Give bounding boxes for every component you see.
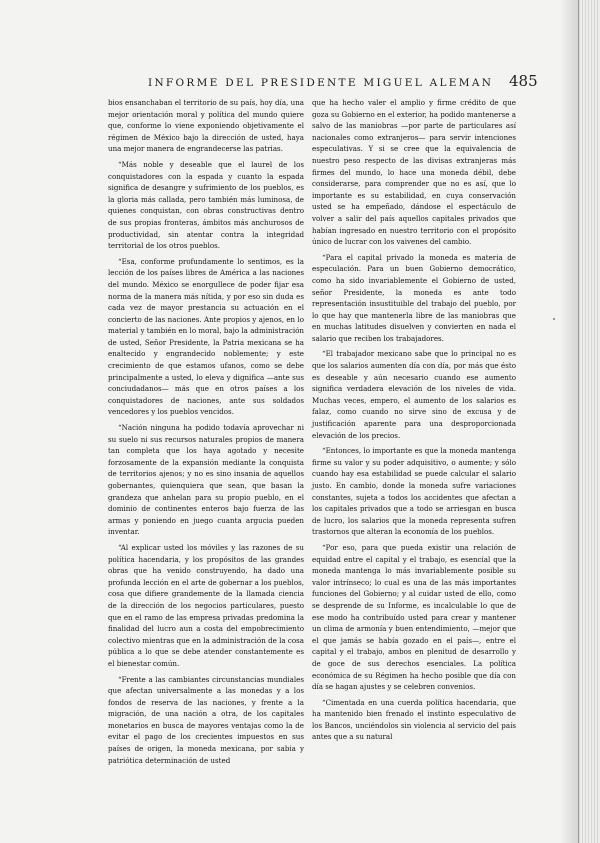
paragraph: “Nación ninguna ha podido todavía aprovechar ni su suelo ni sus recursos naturales propios de manera tan completa que los haya agotado y necesite forzosamente de la expansión mediante la conquista de territorios ajenos; y no es sino insania de aquellos gobernantes, quienquiera que sean, que basan la grandeza que anhelan para su propio pueblo, en el dominio de continentes enteros bajo fuerza de las armas y poniendo en juego cuanta argucia pueden inventar. <box>108 423 304 537</box>
right-column <box>312 97 516 747</box>
page-edge-shadow <box>560 0 578 843</box>
paragraph: “Por eso, para que pueda existir una relación de equidad entre el capital y el trabajo, es esencial que la moneda mantenga lo más invariablemente posible su valor intrínseco; lo cual es una de las más importantes funciones del Gobierno; y al cuidar usted de ello, como se desprende de su Informe, es incalculable lo que de ese modo ha contribuído usted para crear y mantener un clima de armonía y buen entendimiento, —mejor que el que jamás se había gozado en el país—, entre el capital y el trabajo, ambos en plenitud de desarrollo y de goce de sus derechos esenciales. La política económica de su Régimen ha hecho posible que día con día se hagan ajustes y se celebren convenios. <box>312 542 516 692</box>
paragraph: bios ensanchaban el territorio de su país, hoy día, una mejor orientación moral y política del mundo quiere que, conforme lo viene exponiendo objetivamente el régimen de México bajo la dirección de usted, haya una mejor manera de engrandecerse las patrias. <box>108 98 304 154</box>
paragraph: “Esa, conforme profundamente lo sentimos, es la lección de los países libres de América a las naciones del mundo. México se enorgullece de poder fijar esa norma de la manera más nítida, y por eso sin duda es cada vez de mayor prestancia su actuación en el concierto de las naciones. Ante propios y ajenos, en lo material y también en lo moral, bajo la administración de usted, Señor Presidente, la Patria mexicana se ha enaltecido y engrandecido noblemente; y este crecimiento de que estamos ufanos, como se debe principalmente a usted, lo eleva y dignifica —ante sus conciudadanos— más que en otros países a los conquistadores de naciones, ante sus soldados vencedores y los pueblos vencidos. <box>108 256 304 417</box>
paragraph: “Entonces, lo importante es que la moneda mantenga firme su valor y su poder adquisitivo, o aumente; y sólo cuando hay esa estabilidad se puede calcular el salario justo. En cambio, donde la moneda sufre variaciones constantes, sujeta a todos los accidentes que afectan a los capitales privados que a todo se arriesgan en busca de lucro, los salarios que la moneda representa sufren trastornos que alteran la economía de los pueblos. <box>312 446 516 537</box>
left-column <box>108 97 304 770</box>
paragraph: que ha hecho valer el amplio y firme crédito de que goza su Gobierno en el exterior, ha podido mantenerse a salvo de las maniobras —por parte de particulares así nacionales como extranjeros— para servir intenciones especulativas. Y si se cree que la equivalencia de nuestro peso respecto de las divisas extranjeras más firmes del mundo, lo hace una moneda débil, debe considerarse, para comprender que no es así, que lo importante es su estabilidad, en cuya conservación usted se ha empeñado, dándose el espectáculo de volver a salir del país aquellos capitales privados que habían ingresado en nuestro territorio con el propósito único de lucrar con los vaivenes del cambio. <box>312 98 516 247</box>
paragraph: “Frente a las cambiantes circunstancias mundiales que afectan universalmente a las monedas y a los fondos de reserva de las naciones, y frente a la migración, de una nación a otra, de los capitales monetarios en busca de mayores ventajas como la de evitar el pago de los crecientes impuestos en sus países de origen, la moneda mexicana, por sabia y patriótica determinación de usted <box>108 674 304 765</box>
paragraph: “Cimentada en una cuerda política hacendaria, que ha mantenido bien frenado el instinto especulativo de los Bancos, unciéndolos sin violencia al servicio del país antes que a su natural <box>312 697 516 742</box>
running-head: INFORME DEL PRESIDENTE MIGUEL ALEMAN <box>148 77 494 89</box>
paragraph: “Para el capital privado la moneda es materia de especulación. Para un buen Gobierno democrático, como ha sido invariablemente el Gobierno de usted, señor Presidente, la moneda es ante todo representación insustituible del trabajo del pueblo, por lo que hay que mantenerla libre de las maniobras que en muchas latitudes disuelven y convierten en nada el salario que reciben los trabajadores. <box>312 252 516 343</box>
page-number: 485 <box>509 72 538 90</box>
paragraph: “Más noble y deseable que el laurel de los conquistadores con la espada y cuanto la espada significa de desangre y sufrimiento de los pueblos, es la gloria más callada, pero también más luminosa, de quienes conquistan, con obras constructivas dentro de sus propias fronteras, ámbitos más anchurosos de productividad, sin atentar contra la integridad territorial de los otros pueblos. <box>108 159 304 251</box>
paragraph: “El trabajador mexicano sabe que lo principal no es que los salarios aumenten día con día, por más que ésto es deseable y aún necesario cuando ese aumento significa verdadera elevación de los niveles de vida. Muchas veces, empero, el aumento de los salarios es falaz, como cuando no sirve sino de excusa y de justificación aparente para una desproporcionada elevación de los precios. <box>312 349 516 440</box>
paragraph: “Al explicar usted los móviles y las razones de su política hacendaria, y los propósitos de las grandes obras que ha venido construyendo, ha dado una profunda lección en el arte de gobernar a los pueblos, cosa que difiere grandemente de la llamada ciencia de la dirección de los negocios particulares, puesto que en el ramo de las empresa privadas predomina la finalidad del lucro aun a costa del empobrecimiento colectivo mientras que en la administración de la cosa pública a lo que se debe atender constantemente es el bienestar común. <box>108 542 304 668</box>
print-speck <box>553 318 555 320</box>
page-stack-edge <box>578 0 600 843</box>
